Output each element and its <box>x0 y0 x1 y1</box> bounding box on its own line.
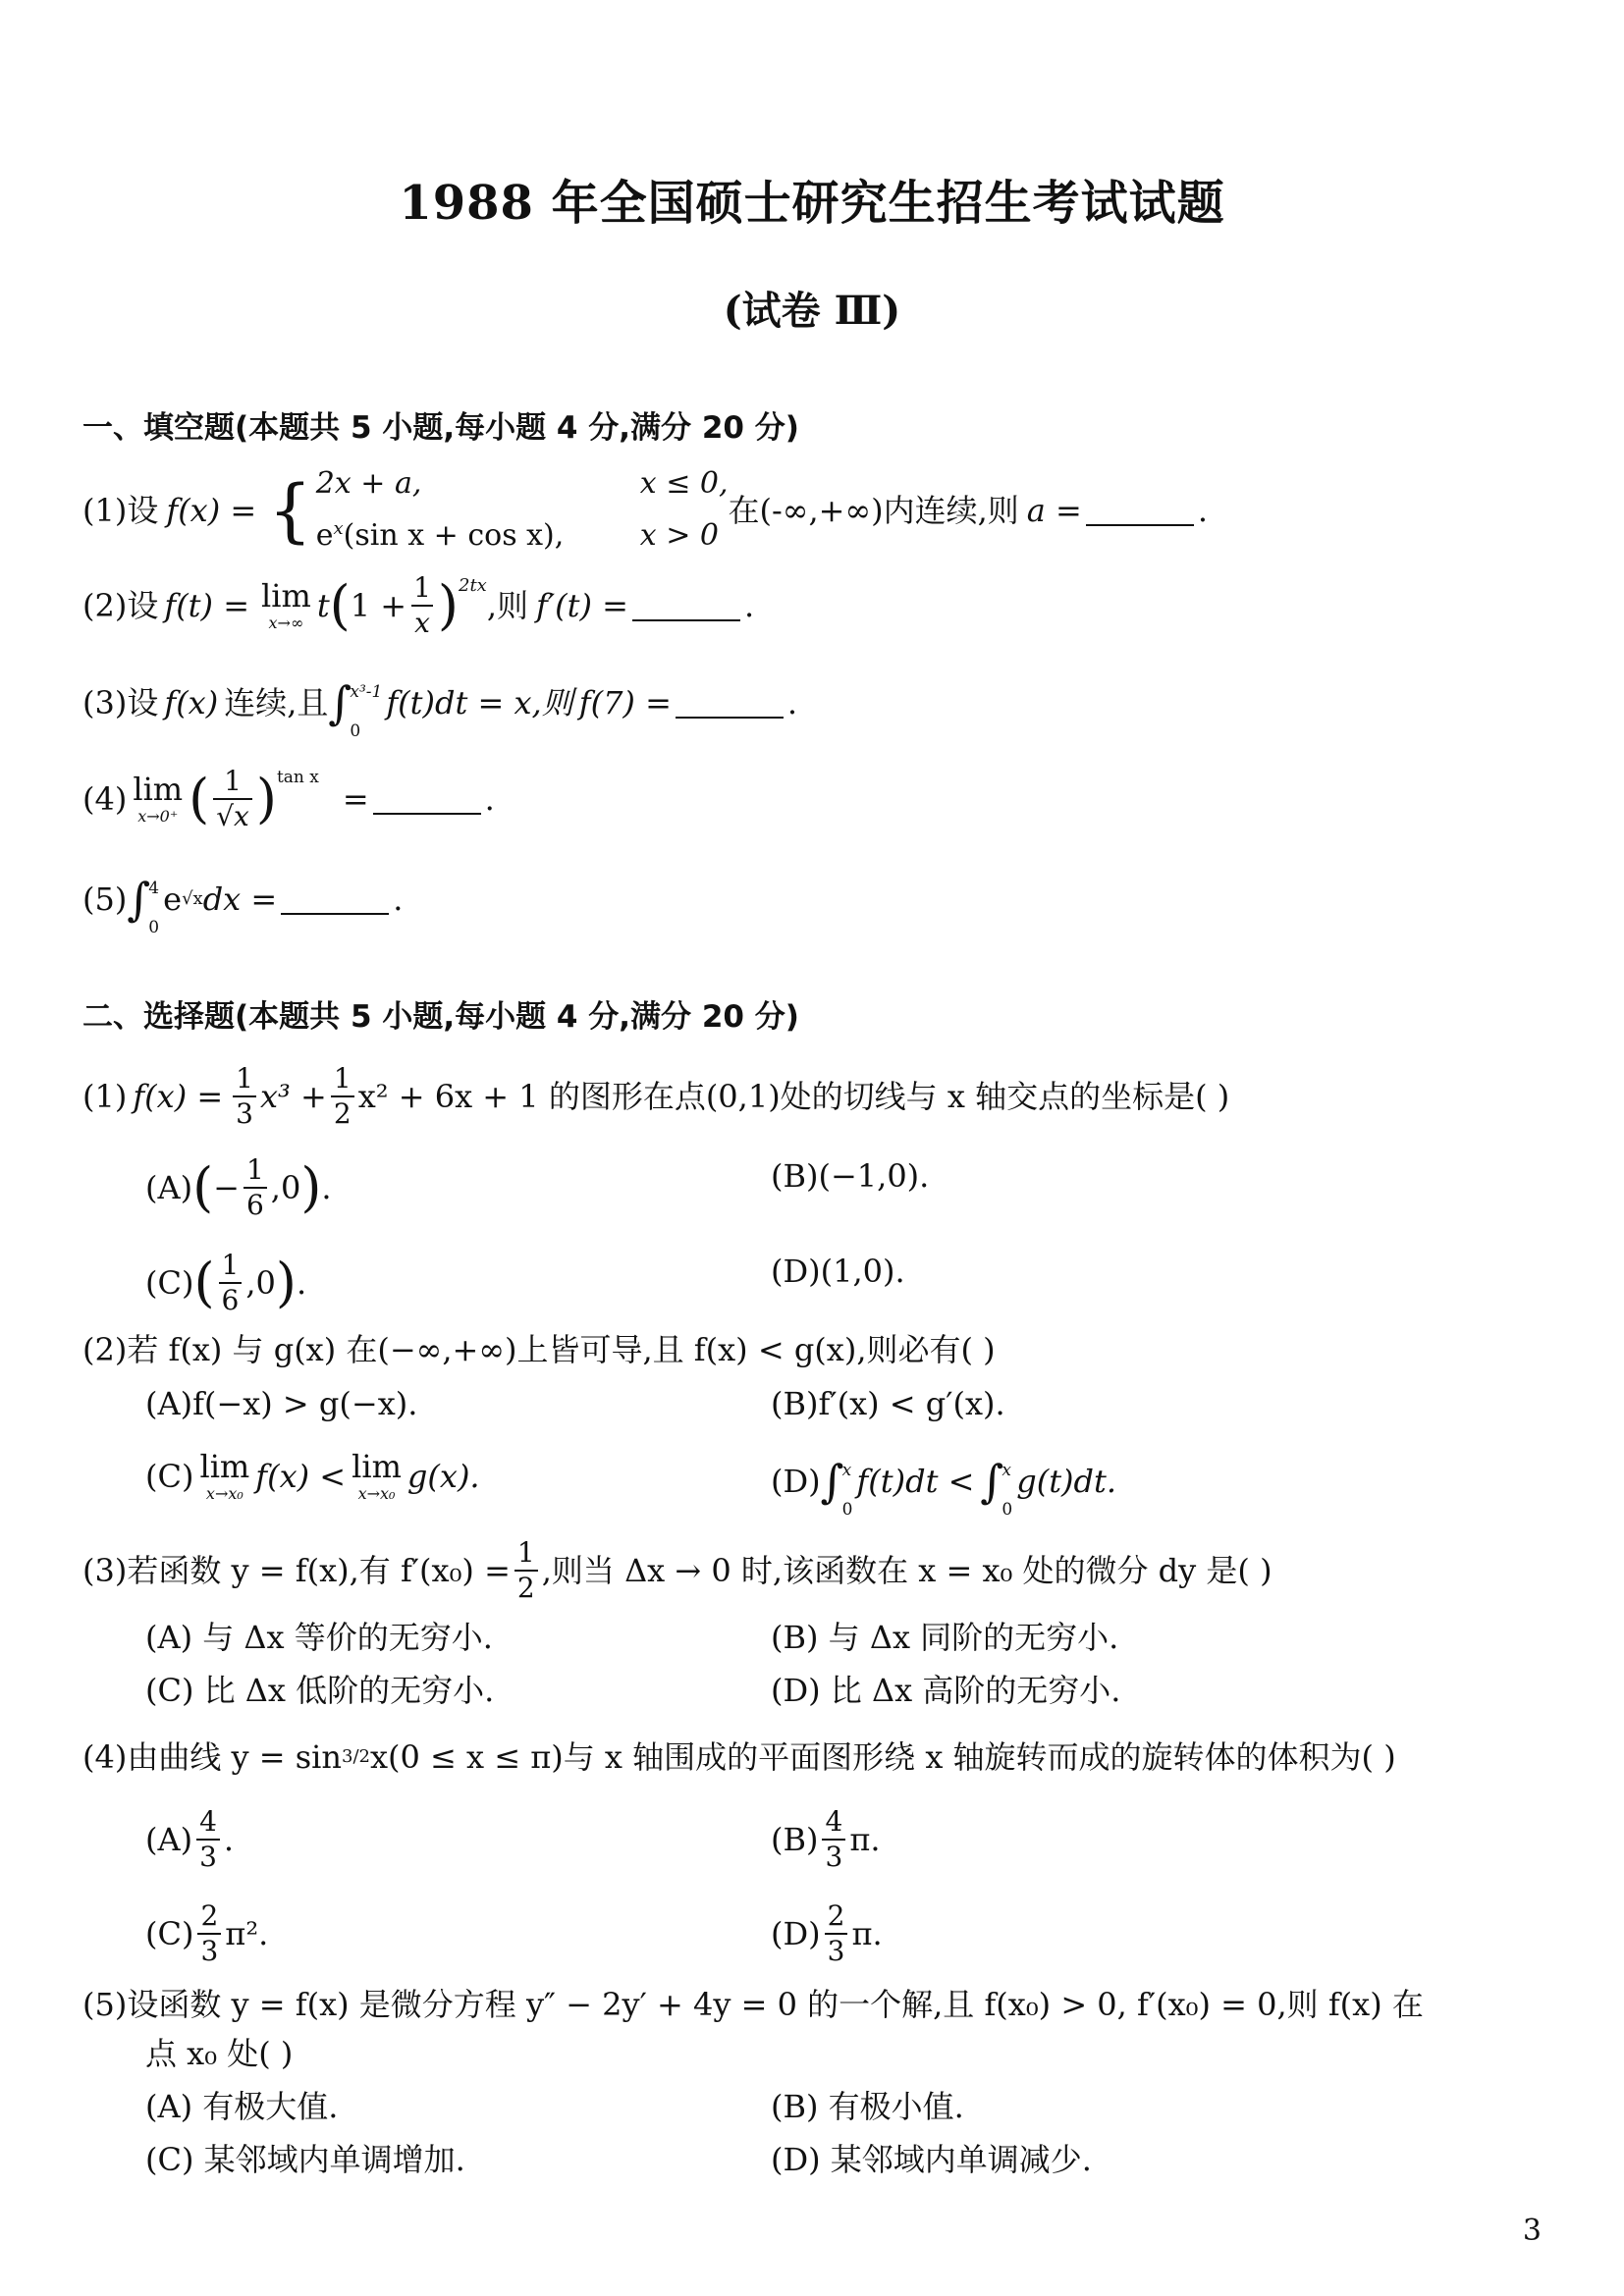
choice-3-option-a[interactable]: (A) 与 Δx 等价的无穷小. <box>145 1619 493 1656</box>
answer-var: a = <box>1026 491 1082 529</box>
numerator: 1 <box>245 1153 264 1186</box>
denominator: 6 <box>219 1282 243 1314</box>
answer-blank[interactable] <box>676 687 784 719</box>
lim-sub: x→x₀ <box>357 1484 396 1503</box>
choice-2-option-d[interactable] <box>771 1451 1117 1520</box>
t-var: t <box>316 587 330 624</box>
fill-question-2 <box>82 571 755 639</box>
case-1-cond: x ≤ 0, <box>639 466 729 501</box>
fraction <box>213 765 252 832</box>
choice-question-5-line-2: 点 x₀ 处( ) <box>145 2035 294 2072</box>
question-number: (5) <box>82 1986 128 2023</box>
lower-limit: 0 <box>841 1500 853 1520</box>
denominator: 3 <box>825 1933 848 1965</box>
choice-5-option-a[interactable]: (A) 有极大值. <box>145 2088 339 2125</box>
upper-limit: x <box>1001 1461 1011 1480</box>
end-punct: . <box>1197 491 1208 529</box>
numerator: 1 <box>516 1536 535 1569</box>
fill-question-1 <box>82 461 1208 559</box>
function-label: f(t) = <box>164 587 249 624</box>
choice-question-4 <box>82 1737 1396 1777</box>
choice-3-option-b[interactable]: (B) 与 Δx 同阶的无穷小. <box>771 1619 1119 1656</box>
option-end: π. <box>851 1915 883 1952</box>
question-lead: 设 <box>127 684 159 721</box>
denominator: 2 <box>331 1095 354 1128</box>
lim-text: lim <box>199 1448 250 1485</box>
fill-question-4 <box>82 765 495 832</box>
option-label: (C) <box>145 1915 194 1952</box>
integrand: f(t)dt = x,则 <box>386 684 573 721</box>
end-punct: . <box>786 684 798 721</box>
numerator: 1 <box>413 571 431 604</box>
option-end: π². <box>225 1915 269 1952</box>
right-paren: ) <box>437 574 459 636</box>
period: . <box>321 1169 332 1206</box>
lim-text: lim <box>261 577 311 614</box>
limit-operator <box>199 1448 250 1503</box>
fraction <box>822 1805 845 1873</box>
option-end: π. <box>849 1821 881 1858</box>
numerator: 1 <box>333 1062 352 1095</box>
numerator: 1 <box>224 765 242 797</box>
option-mid: f(t)dt < <box>856 1463 975 1500</box>
question-number: (3) <box>82 684 128 721</box>
fraction <box>196 1805 220 1873</box>
question-tail: x(0 ≤ x ≤ π)与 x 轴围成的平面图形绕 x 轴旋转而成的旋转体的体积为( ) <box>369 1738 1396 1776</box>
fraction <box>233 1062 256 1130</box>
choice-2-option-c[interactable] <box>145 1448 480 1503</box>
upper-limit: x <box>841 1461 852 1480</box>
question-number: (2) <box>82 587 128 624</box>
coord-zero: ,0 <box>245 1264 276 1302</box>
equals: = <box>342 780 369 818</box>
denominator: 3 <box>233 1095 256 1128</box>
numerator: 2 <box>827 1899 845 1932</box>
case-1-expr: 2x + a, <box>315 466 422 501</box>
question-number: (1) <box>82 1078 128 1115</box>
choice-1-option-d[interactable]: (D)(1,0). <box>771 1253 905 1290</box>
option-label: (B) <box>771 1821 819 1858</box>
numerator: 4 <box>825 1805 843 1838</box>
denominator: √x <box>213 798 252 830</box>
integral-limits <box>1001 1451 1013 1520</box>
case-2-expr: (sin x + cos x), <box>343 518 565 553</box>
choice-4-option-a[interactable] <box>145 1805 235 1873</box>
lim-sub: x→0⁺ <box>137 807 179 826</box>
question-number: (4) <box>82 780 128 818</box>
denominator: x <box>411 605 433 637</box>
choice-4-option-d[interactable] <box>771 1899 883 1967</box>
fraction <box>331 1062 354 1130</box>
end-punct: . <box>743 587 755 624</box>
integral-limits <box>841 1451 853 1520</box>
option-end: . <box>223 1821 235 1858</box>
exponent: 3/2 <box>342 1746 370 1767</box>
choice-1-option-a[interactable] <box>145 1153 332 1221</box>
choice-question-5-line-1 <box>82 1985 1424 2024</box>
integral-sign: ∫ <box>127 873 151 926</box>
choice-question-2 <box>82 1330 996 1369</box>
brace-glyph: { <box>268 469 312 551</box>
question-text: 设函数 y = f(x) 是微分方程 y″ − 2y′ + 4y = 0 的一个解,且 f(x₀) > 0, f′(x₀) = 0,则 f(x) 在 <box>127 1986 1424 2023</box>
question-tail: x² + 6x + 1 的图形在点(0,1)处的切线与 x 轴交点的坐标是( ) <box>357 1078 1230 1115</box>
function-label: f(x) = <box>133 1078 224 1115</box>
page-number: 3 <box>1522 2214 1542 2248</box>
choice-2-option-b[interactable]: (B)f′(x) < g′(x). <box>771 1385 1005 1422</box>
fraction <box>410 571 434 639</box>
paren-open: ( <box>193 1252 215 1313</box>
denominator: 3 <box>197 1933 221 1965</box>
limit-operator <box>352 1448 402 1503</box>
exponent: 2tx <box>459 575 487 596</box>
exponent: tan x <box>276 768 319 787</box>
lower-limit: 0 <box>148 918 160 937</box>
question-mid: 连续,且 <box>224 684 329 721</box>
denominator: 6 <box>244 1187 267 1219</box>
numerator: 4 <box>199 1805 217 1838</box>
question-number: (5) <box>82 881 128 918</box>
dx-eq: dx = <box>202 881 278 918</box>
answer-blank[interactable] <box>1086 495 1194 526</box>
end-punct: . <box>393 881 404 918</box>
numerator: 2 <box>200 1899 219 1932</box>
answer-blank[interactable] <box>281 883 389 915</box>
question-text: 若 f(x) 与 g(x) 在(−∞,+∞)上皆可导,且 f(x) < g(x),则必有( ) <box>127 1331 996 1368</box>
left-paren: ( <box>329 574 351 636</box>
option-mid: f(x) < <box>255 1458 347 1495</box>
lim-text: lim <box>133 771 184 808</box>
choice-1-option-b[interactable]: (B)(−1,0). <box>771 1157 930 1195</box>
option-label: (C) <box>145 1264 194 1302</box>
upper-limit: 4 <box>148 879 160 898</box>
one-plus: 1 + <box>350 587 407 624</box>
lim-sub: x→x₀ <box>205 1484 244 1503</box>
integrand-sup: √x <box>182 888 203 909</box>
term: x³ + <box>260 1078 327 1115</box>
numerator: 1 <box>236 1062 253 1095</box>
lim-text: lim <box>352 1448 402 1485</box>
fraction <box>244 1153 267 1221</box>
answer-var: f(7) = <box>578 684 672 721</box>
choice-question-1 <box>82 1062 1230 1130</box>
option-label: (A) <box>145 1169 193 1206</box>
choice-2-option-a[interactable]: (A)f(−x) > g(−x). <box>145 1385 418 1422</box>
choice-4-option-b[interactable] <box>771 1805 881 1873</box>
choice-1-option-c[interactable] <box>145 1249 307 1316</box>
choice-5-option-d[interactable]: (D) 某邻域内单调减少. <box>771 2141 1092 2178</box>
lim-sub: x→∞ <box>268 614 304 632</box>
fill-question-3 <box>82 672 798 741</box>
function-label: f(x) = <box>166 491 257 529</box>
denominator: 3 <box>822 1839 845 1871</box>
integral-sign: ∫ <box>980 1455 1004 1508</box>
paper-subtitle: (试卷 Ⅲ) <box>723 288 901 334</box>
page-title: 1988 年全国硕士研究生招生考试试题 <box>399 176 1225 231</box>
end-punct: . <box>484 780 495 818</box>
paren-close: ) <box>300 1156 322 1218</box>
integral-sign: ∫ <box>328 676 352 729</box>
integral-limits <box>350 672 383 741</box>
option-end: g(t)dt. <box>1016 1463 1117 1500</box>
question-tail: 在(-∞,+∞)内连续,则 <box>728 491 1019 529</box>
question-text: 由曲线 y = sin <box>127 1738 343 1776</box>
limit-operator <box>133 771 184 826</box>
fraction <box>825 1899 848 1967</box>
question-tail: ,则 <box>486 587 529 624</box>
paren-close: ) <box>275 1252 297 1313</box>
case-lines <box>316 461 729 559</box>
case-2-exp-sup: x <box>333 518 344 539</box>
integral-sign: ∫ <box>820 1455 844 1508</box>
case-2-cond: x > 0 <box>639 518 719 553</box>
coord-zero: ,0 <box>270 1169 301 1206</box>
option-label: (D) <box>771 1463 821 1500</box>
answer-var: f′(t) = <box>536 587 628 624</box>
choice-5-option-c[interactable]: (C) 某邻域内单调增加. <box>145 2141 465 2178</box>
denominator: 3 <box>196 1839 220 1871</box>
function-label: f(x) <box>164 684 219 721</box>
fill-question-5 <box>82 869 404 937</box>
answer-blank[interactable] <box>632 590 740 621</box>
period: . <box>296 1264 307 1302</box>
question-number: (1) <box>82 491 128 529</box>
case-2-exp-base: e <box>315 518 334 553</box>
piecewise-cases <box>264 461 728 559</box>
section-choice-heading: 二、选择题(本题共 5 小题,每小题 4 分,满分 20 分) <box>82 999 799 1035</box>
lower-limit: 0 <box>350 721 361 741</box>
upper-limit: x³-1 <box>350 682 383 702</box>
question-number: (4) <box>82 1738 128 1776</box>
question-lead: 设 <box>127 491 159 529</box>
choice-3-option-d[interactable]: (D) 比 Δx 高阶的无穷小. <box>771 1672 1121 1709</box>
option-label: (A) <box>145 1821 193 1858</box>
left-paren: ( <box>189 768 210 829</box>
denominator: 2 <box>514 1570 538 1602</box>
integrand-base: e <box>163 881 183 918</box>
paren-open: ( <box>192 1156 214 1218</box>
fraction <box>514 1536 538 1604</box>
question-number: (3) <box>82 1552 128 1589</box>
section-fill-heading: 一、填空题(本题共 5 小题,每小题 4 分,满分 20 分) <box>82 410 799 446</box>
question-tail: ,则当 Δx → 0 时,该函数在 x = x₀ 处的微分 dy 是( ) <box>541 1552 1272 1589</box>
answer-blank[interactable] <box>373 783 481 815</box>
option-label: (C) <box>145 1458 194 1495</box>
choice-3-option-c[interactable]: (C) 比 Δx 低阶的无穷小. <box>145 1672 495 1709</box>
fraction <box>219 1249 243 1316</box>
question-number: (2) <box>82 1331 128 1368</box>
numerator: 1 <box>221 1249 240 1281</box>
lower-limit: 0 <box>1001 1500 1013 1520</box>
question-text: 若函数 y = f(x),有 f′(x₀) = <box>127 1552 511 1589</box>
choice-question-3 <box>82 1536 1272 1604</box>
minus-sign: − <box>213 1169 240 1206</box>
fraction <box>197 1899 221 1967</box>
right-paren: ) <box>255 768 277 829</box>
question-lead: 设 <box>127 587 159 624</box>
integral-limits <box>148 869 160 937</box>
choice-4-option-c[interactable] <box>145 1899 269 1967</box>
limit-operator <box>261 577 311 632</box>
option-end: g(x). <box>406 1458 480 1495</box>
choice-5-option-b[interactable]: (B) 有极小值. <box>771 2088 964 2125</box>
option-label: (D) <box>771 1915 821 1952</box>
